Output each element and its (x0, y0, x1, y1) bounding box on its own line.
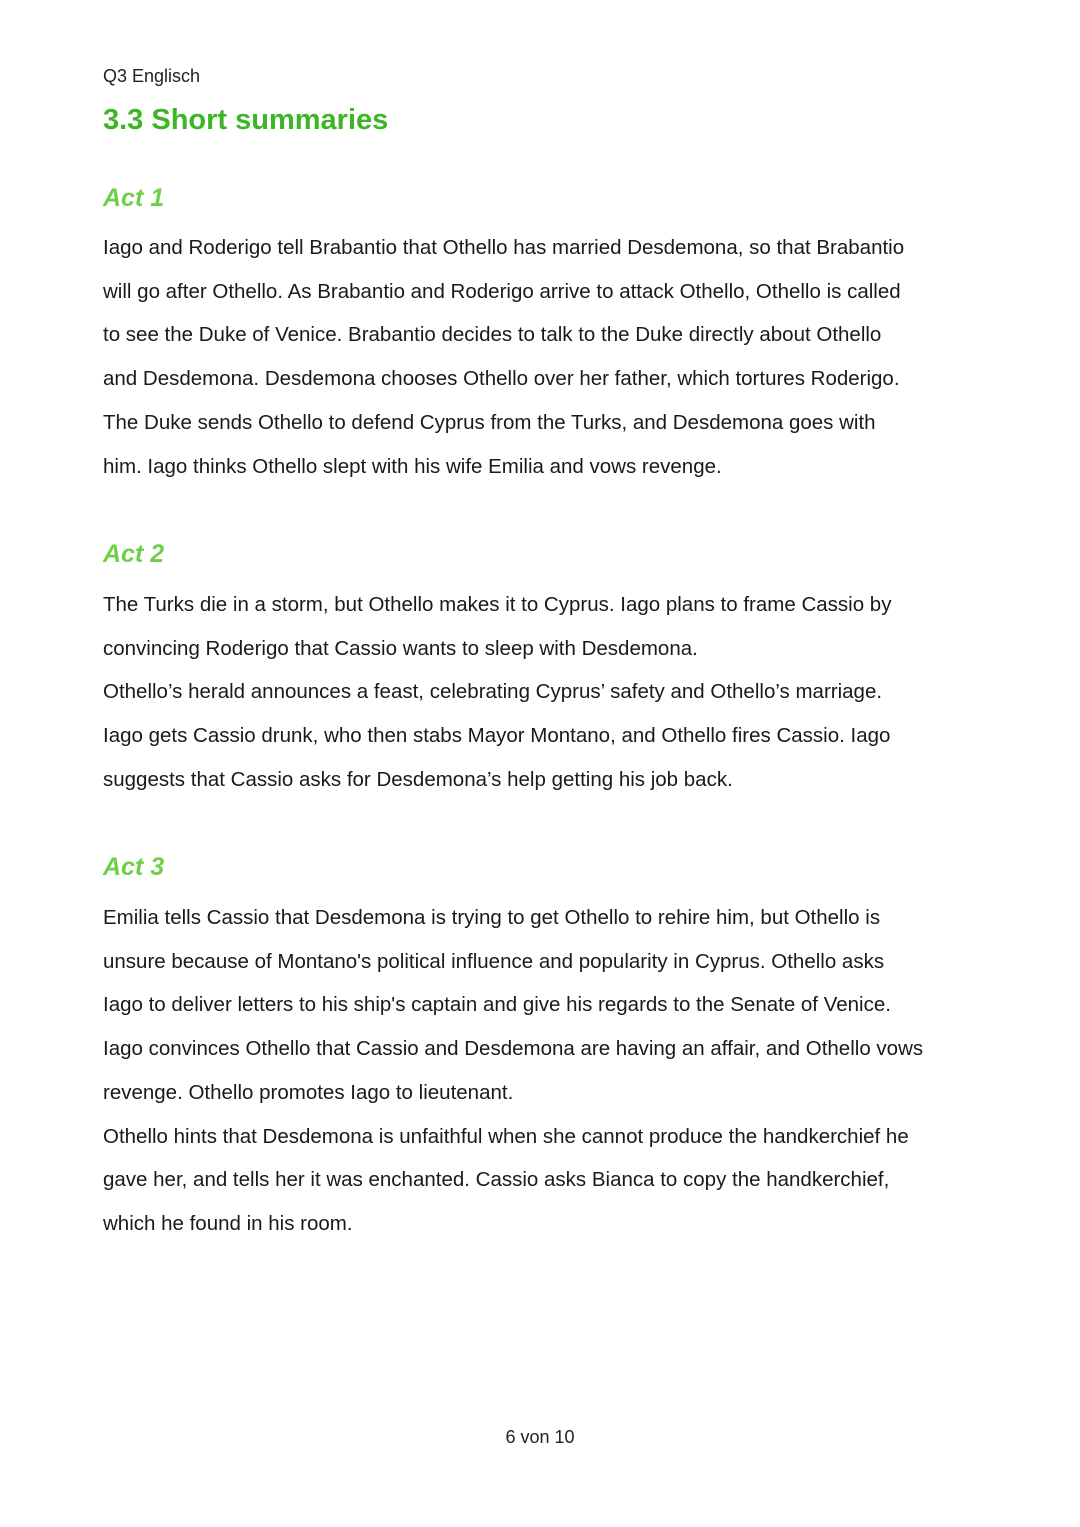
act-1-line: him. Iago thinks Othello slept with his wife Emilia and vows revenge. (103, 454, 722, 478)
act-2-line: convincing Roderigo that Cassio wants to sleep with Desdemona. (103, 636, 698, 660)
act-3-summary (103, 896, 983, 1246)
act-3-line: Iago to deliver letters to his ship's captain and give his regards to the Senate of Venice. (103, 993, 891, 1017)
course-label: Q3 Englisch (103, 66, 201, 86)
act-3-line: Iago convinces Othello that Cassio and Desdemona are having an affair, and Othello vows (103, 1037, 924, 1061)
act-3-heading: Act 3 (103, 853, 165, 881)
act-2-line: suggests that Cassio asks for Desdemona’s help getting his job back. (103, 767, 733, 791)
act-1-summary (103, 226, 983, 488)
act-1-line: Iago and Roderigo tell Brabantio that Othello has married Desdemona, so that Brabantio (103, 236, 905, 259)
act-1-line: and Desdemona. Desdemona chooses Othello over her father, which tortures Roderigo. (103, 367, 900, 391)
act-2-line: The Turks die in a storm, but Othello makes it to Cyprus. Iago plans to frame Cassio by (103, 593, 892, 616)
act-1-line: will go after Othello. As Brabantio and Roderigo arrive to attack Othello, Othello is called (103, 279, 901, 303)
section-title: 3.3 Short summaries (103, 104, 389, 136)
act-3-line: revenge. Othello promotes Iago to lieutenant. (103, 1080, 514, 1104)
act-1-heading: Act 1 (103, 184, 165, 212)
act-3-line: Emilia tells Cassio that Desdemona is trying to get Othello to rehire him, but Othello is (103, 906, 881, 929)
act-2-summary (103, 583, 983, 802)
act-1-line: The Duke sends Othello to defend Cyprus from the Turks, and Desdemona goes with (103, 410, 876, 434)
page-number: 6 von 10 (505, 1427, 575, 1447)
act-1-line: to see the Duke of Venice. Brabantio decides to talk to the Duke directly about Othello (103, 323, 882, 347)
act-3-line: which he found in his room. (103, 1211, 353, 1235)
act-2-line: Iago gets Cassio drunk, who then stabs Mayor Montano, and Othello fires Cassio. Iago (103, 724, 891, 748)
act-3-line: gave her, and tells her it was enchanted. Cassio asks Bianca to copy the handkerchief, (103, 1168, 890, 1192)
act-2-heading: Act 2 (103, 540, 165, 568)
act-3-line: unsure because of Montano's political influence and popularity in Cyprus. Othello asks (103, 949, 885, 973)
act-2-line: Othello’s herald announces a feast, celebrating Cyprus’ safety and Othello’s marriage. (103, 680, 883, 704)
act-3-line: Othello hints that Desdemona is unfaithful when she cannot produce the handkerchief he (103, 1124, 909, 1148)
